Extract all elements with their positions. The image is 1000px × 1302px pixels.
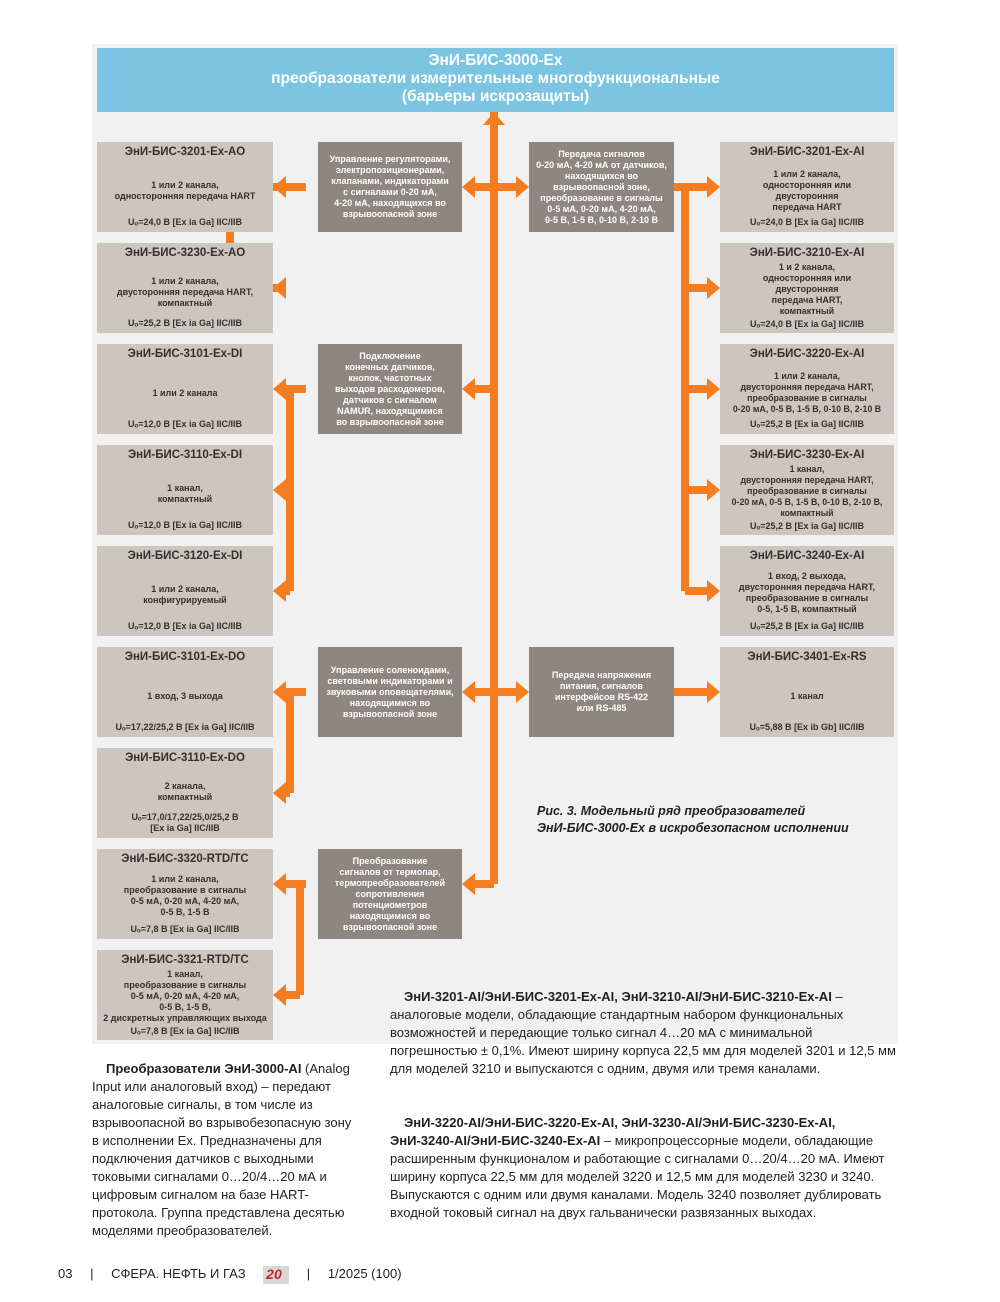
magazine-name: СФЕРА. НЕФТЬ И ГАЗ: [111, 1266, 246, 1282]
category-arrow-head: [516, 176, 529, 198]
product-desc: 1 или 2 канала, односторонняя или двусторонняя передача HART: [762, 169, 852, 212]
product-name: ЭнИ-БИС-3110-Ex-DI: [127, 449, 243, 461]
product-arrow-head: [273, 873, 286, 895]
product-box-3210-ai: [720, 243, 894, 333]
product-desc: 1 или 2 канала, конфигурируемый: [143, 584, 227, 605]
product-arrow-head: [707, 176, 720, 198]
body-text-right-1: [390, 988, 896, 1078]
product-name: ЭнИ-БИС-3220-Ex-AI: [749, 348, 865, 360]
product-arrow-head: [707, 378, 720, 400]
title-line-1: ЭнИ-БИС-3000-Ex: [428, 52, 563, 69]
logo-text: 20: [266, 1266, 282, 1282]
product-voltage: Uₒ=7,8 В [Ex ia Ga] IIC/IIB: [130, 924, 240, 934]
product-desc: 1 и 2 канала, односторонняя или двусторонняя передача HART, компактный: [762, 262, 852, 316]
product-desc: 1 вход, 2 выхода, двусторонняя передача HART, преобразование в сигналы 0-5, 1-5 В, компактный: [738, 571, 876, 614]
title-line-3: (барьеры искрозащиты): [401, 88, 590, 105]
page-number: 03: [58, 1266, 73, 1282]
body-text-left: [92, 1060, 354, 1240]
product-name: ЭнИ-БИС-3210-Ex-AI: [749, 247, 865, 259]
issue-number: 1/2025 (100): [327, 1266, 402, 1282]
product-box-3321-rtd: [97, 950, 273, 1040]
product-arrow-head: [707, 580, 720, 602]
body-text-right-2: [390, 1114, 896, 1222]
product-box-3110-di: [97, 445, 273, 535]
product-box-3101-do: [97, 647, 273, 737]
product-box-3230-ao: [97, 243, 273, 333]
product-voltage: Uₒ=12,0 В [Ex ia Ga] IIC/IIB: [128, 621, 242, 631]
product-arrow-head: [707, 479, 720, 501]
product-desc: 1 или 2 канала, преобразование в сигналы 0-5 мА, 0-20 мА, 4-20 мА, 0-5 В, 1-5 В: [123, 874, 247, 917]
body-left-rest: (Analog Input или аналоговый вход) – передают аналоговые сигналы, в том числе из взрывоопасной во взрывобезопасную зону в исполнении Ex. Предназначены для подключения датчиков с выходными токовыми сигналами 0…20/4…20 мА и цифровым сигналом на базе HART-протокола. Группа представлена десятью моделями преобразователей.: [92, 1061, 352, 1238]
product-arrow-head: [273, 580, 286, 602]
product-voltage: Uₒ=17,22/25,2 В [Ex ia Ga] IIC/IIB: [115, 722, 255, 732]
category-box-thermocouples: Преобразование сигналов от термопар, термопреобразователей сопротивления потенциометров находящимися во взрывоопасной зоне: [318, 849, 462, 939]
product-arrow-head: [273, 176, 286, 198]
product-name: ЭнИ-БИС-3321-RTD/TC: [121, 954, 249, 966]
product-desc: 2 канала, компактный: [157, 781, 213, 802]
product-arrow-head: [273, 277, 286, 299]
product-arrow-head: [707, 681, 720, 703]
footer-separator: |: [90, 1266, 94, 1282]
product-box-3220-ai: [720, 344, 894, 434]
title-line-2: преобразователи измерительные многофункциональные: [271, 70, 720, 87]
product-desc: 1 канал, преобразование в сигналы 0-5 мА, 0-20 мА, 4-20 мА, 0-5 В, 1-5 В, 2 дискретных управляющих выхода: [103, 969, 267, 1023]
body-right-1-rest: – аналоговые модели, обладающие стандартным набором функциональных возможностей и передающие только сигнал 4…20 мА с минимальной погрешностью ± 0,1%. Имеют ширину корпуса 22,5 мм для моделей 3201 и 12,5 мм для моделей 3210 и выпускаются с одним, двумя или тремя каналами.: [390, 989, 896, 1076]
category-arrow-head: [462, 378, 475, 400]
product-name: ЭнИ-БИС-3201-Ex-AO: [124, 146, 246, 158]
category-arrow-head: [462, 176, 475, 198]
product-desc: 1 или 2 канала, двусторонняя передача HART, компактный: [116, 275, 254, 308]
product-voltage: Uₒ=12,0 В [Ex ia Ga] IIC/IIB: [128, 419, 242, 429]
product-voltage: Uₒ=25,2 В [Ex ia Ga] IIC/IIB: [128, 318, 242, 328]
product-arrow-head: [273, 479, 286, 501]
body-right-1-bold: ЭнИ-3201-AI/ЭнИ-БИС-3201-Ex-AI, ЭнИ-3210-AI/ЭнИ-БИС-3210-Ex-AI: [404, 989, 832, 1004]
product-desc: 1 или 2 канала, односторонняя передача HART: [114, 180, 256, 201]
product-voltage: Uₒ=5,88 В [Ex ib Gb] IIC/IIB: [749, 722, 865, 732]
product-box-3120-di: [97, 546, 273, 636]
category-arrow-head: [462, 681, 475, 703]
product-box-3201-ai: [720, 142, 894, 232]
product-voltage: Uₒ=25,2 В [Ex ia Ga] IIC/IIB: [750, 621, 864, 631]
product-voltage: Uₒ=24,0 В [Ex ia Ga] IIC/IIB: [750, 319, 864, 329]
category-box-power-transfer: Передача напряжения питания, сигналов интерфейсов RS-422 или RS-485: [529, 647, 674, 737]
product-name: ЭнИ-БИС-3320-RTD/TC: [121, 853, 249, 865]
page-footer: [58, 1266, 416, 1284]
category-arrow-head: [516, 681, 529, 703]
product-voltage: Uₒ=7,8 В [Ex ia Ga] IIC/IIB: [130, 1026, 240, 1036]
product-name: ЭнИ-БИС-3230-Ex-AO: [124, 247, 246, 259]
category-box-solenoids: Управление соленоидами, световыми индикаторами и звуковыми оповещателями, находящимися во взрывоопасной зоне: [318, 647, 462, 737]
footer-separator-2: |: [306, 1266, 311, 1282]
product-voltage: Uₒ=25,2 В [Ex ia Ga] IIC/IIB: [750, 419, 864, 429]
product-voltage: Uₒ=17,0/17,22/25,0/25,2 В [Ex ia Ga] IIC/IIB: [131, 812, 239, 833]
product-box-3320-rtd: [97, 849, 273, 939]
category-box-sensors: Подключение конечных датчиков, кнопок, частотных выходов расходомеров, датчиков с сигналом NAMUR, находящимися во взрывоопасной зоне: [318, 344, 462, 434]
product-box-3110-do: [97, 748, 273, 838]
anniversary-logo: [263, 1266, 289, 1284]
product-name: ЭнИ-БИС-3240-Ex-AI: [749, 550, 865, 562]
product-desc: 1 канал, компактный: [157, 483, 213, 504]
product-voltage: Uₒ=12,0 В [Ex ia Ga] IIC/IIB: [128, 520, 242, 530]
product-name: ЭнИ-БИС-3101-Ex-DI: [127, 348, 243, 360]
product-box-3201-ao: [97, 142, 273, 232]
product-name: ЭнИ-БИС-3401-Ex-RS: [747, 651, 867, 663]
product-voltage: Uₒ=25,2 В [Ex ia Ga] IIC/IIB: [750, 521, 864, 531]
product-desc: 1 канал, двусторонняя передача HART, преобразование в сигналы 0-20 мА, 0-5 В, 1-5 В, 0-10 В, 2-10 В, компактный: [731, 464, 883, 518]
product-desc: 1 или 2 канала: [152, 387, 218, 398]
product-desc: 1 или 2 канала, двусторонняя передача HART, преобразование в сигналы 0-20 мА, 0-5 В, 1-5 В, 0-10 В, 2-10 В: [732, 371, 882, 414]
category-arrow-head: [462, 873, 475, 895]
product-box-3401-rs: [720, 647, 894, 737]
product-arrow-head: [273, 782, 286, 804]
product-arrow-head: [707, 277, 720, 299]
product-arrow-head: [273, 984, 286, 1006]
category-box-signal-transfer: Передача сигналов 0-20 мА, 4-20 мА от датчиков, находящихся во взрывоопасной зоне, преобразование в сигналы 0-5 мА, 0-20 мА, 4-20 мА, 0-5 В, 1-5 В, 0-10 В, 2-10 В: [529, 142, 674, 232]
product-arrow-head: [273, 378, 286, 400]
product-name: ЭнИ-БИС-3110-Ex-DO: [125, 752, 245, 764]
product-box-3240-ai: [720, 546, 894, 636]
product-box-3101-di: [97, 344, 273, 434]
product-desc: 1 вход, 3 выхода: [147, 690, 223, 701]
product-arrow-head: [273, 681, 286, 703]
product-name: ЭнИ-БИС-3201-Ex-AI: [749, 146, 865, 158]
product-name: ЭнИ-БИС-3101-Ex-DO: [124, 651, 246, 663]
trunk-arrow-head: [483, 112, 505, 125]
product-voltage: Uₒ=24,0 В [Ex ia Ga] IIC/IIB: [128, 217, 242, 227]
category-box-regulators: Управление регуляторами, электропозиционерами, клапанами, индикаторами с сигналами 0-20 мА, 4-20 мА, находящихся во взрывоопасной зоне: [318, 142, 462, 232]
body-right-2-rest: – микропроцессорные модели, обладающие расширенным функционалом и работающие с сигналами 0…20/4…20 мА. Имеют ширину корпуса 22,5 мм для моделей 3220 и 12,5 мм для моделей 3230 и 3240. Выпускаются с одним или двумя каналами. Модель 3240 позволяет дублировать входной токовый сигнал на двух гальванически развязанных выходах.: [390, 1133, 885, 1220]
figure-caption: Рис. 3. Модельный ряд преобразователей ЭнИ-БИС-3000-Ex в искробезопасном исполнении: [537, 804, 849, 835]
diagram-title: [97, 48, 894, 112]
body-left-bold: Преобразователи ЭнИ-3000-AI: [106, 1061, 302, 1076]
product-desc: 1 канал: [790, 690, 824, 701]
body-right-2-bold: ЭнИ-3220-AI/ЭнИ-БИС-3220-Ex-AI, ЭнИ-3230-AI/ЭнИ-БИС-3230-Ex-AI, ЭнИ-3240-AI/ЭнИ-БИС-3240-Ex-AI: [390, 1115, 836, 1148]
product-voltage: Uₒ=24,0 В [Ex ia Ga] IIC/IIB: [750, 217, 864, 227]
product-box-3230-ai: [720, 445, 894, 535]
product-name: ЭнИ-БИС-3230-Ex-AI: [749, 449, 865, 461]
product-name: ЭнИ-БИС-3120-Ex-DI: [127, 550, 243, 562]
